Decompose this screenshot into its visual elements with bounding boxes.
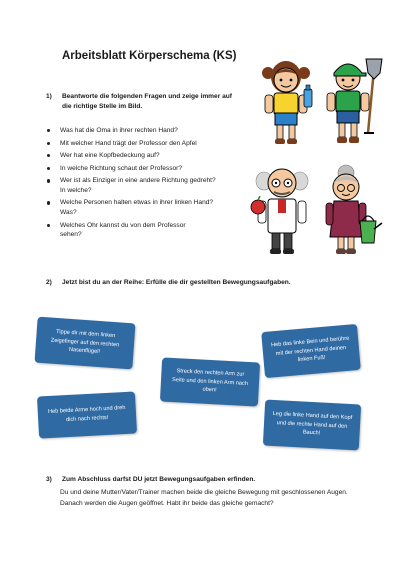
task-card: Heb beide Arme hoch und dreh dich nach rechts! (37, 391, 137, 438)
section3-heading: Zum Abschluss darfst DU jetzt Bewegungsaufgaben erfinden. (62, 476, 256, 483)
section3-body: Du und deine Mutter/Vater/Trainer machen beide die gleiche Bewegung mit geschlossenen Augen. Danach werden die Augen geöffnet. Habt ihr beide das gleiche gemacht? (60, 489, 348, 507)
question-item: Was hat die Oma in ihrer rechten Hand? (46, 126, 220, 136)
section2-number: 2) (46, 279, 52, 286)
question-item: Welche Personen halten etwas in ihrer linken Hand? Was? (46, 198, 220, 217)
question-item: Mit welcher Hand trägt der Professor den Apfel (46, 139, 230, 149)
task-card: Tippe dir mit dem linken Zeigefinger auf den rechten Nasenflügel! (35, 317, 136, 370)
section1-heading: Beantworte die folgenden Fragen und zeige immer auf die richtige Stelle im Bild. (62, 93, 232, 110)
question-list (46, 126, 241, 243)
boy-illustration (322, 55, 388, 147)
task-card: Streck den rechten Arm zur Seite und den linken Arm nach oben! (160, 357, 260, 406)
question-item: Welches Ohr kannst du von dem Professor sehen? (46, 221, 200, 240)
section2-heading: Jetzt bist du an der Reihe: Erfülle die dir gestellten Bewegungsaufgaben. (62, 279, 291, 286)
professor-illustration (248, 163, 314, 259)
section3-number: 3) (46, 476, 52, 483)
question-item: Wer hat eine Kopfbedeckung auf? (46, 151, 241, 161)
task-card: Heb das linke Bein und berühre mit der rechten Hand deinen linken Fuß! (261, 324, 361, 378)
girl-illustration (256, 55, 322, 147)
section1-number: 1) (46, 93, 52, 100)
question-item: Wer ist als Einziger in eine andere Richtung gedreht? In welche? (46, 176, 220, 195)
page-title: Arbeitsblatt Körperschema (KS) (62, 50, 237, 62)
grandma-illustration (318, 163, 384, 259)
question-item: In welche Richtung schaut der Professor? (46, 164, 241, 174)
task-card: Leg die linke Hand auf den Kopf und die rechte Hand auf den Bauch! (263, 400, 361, 451)
